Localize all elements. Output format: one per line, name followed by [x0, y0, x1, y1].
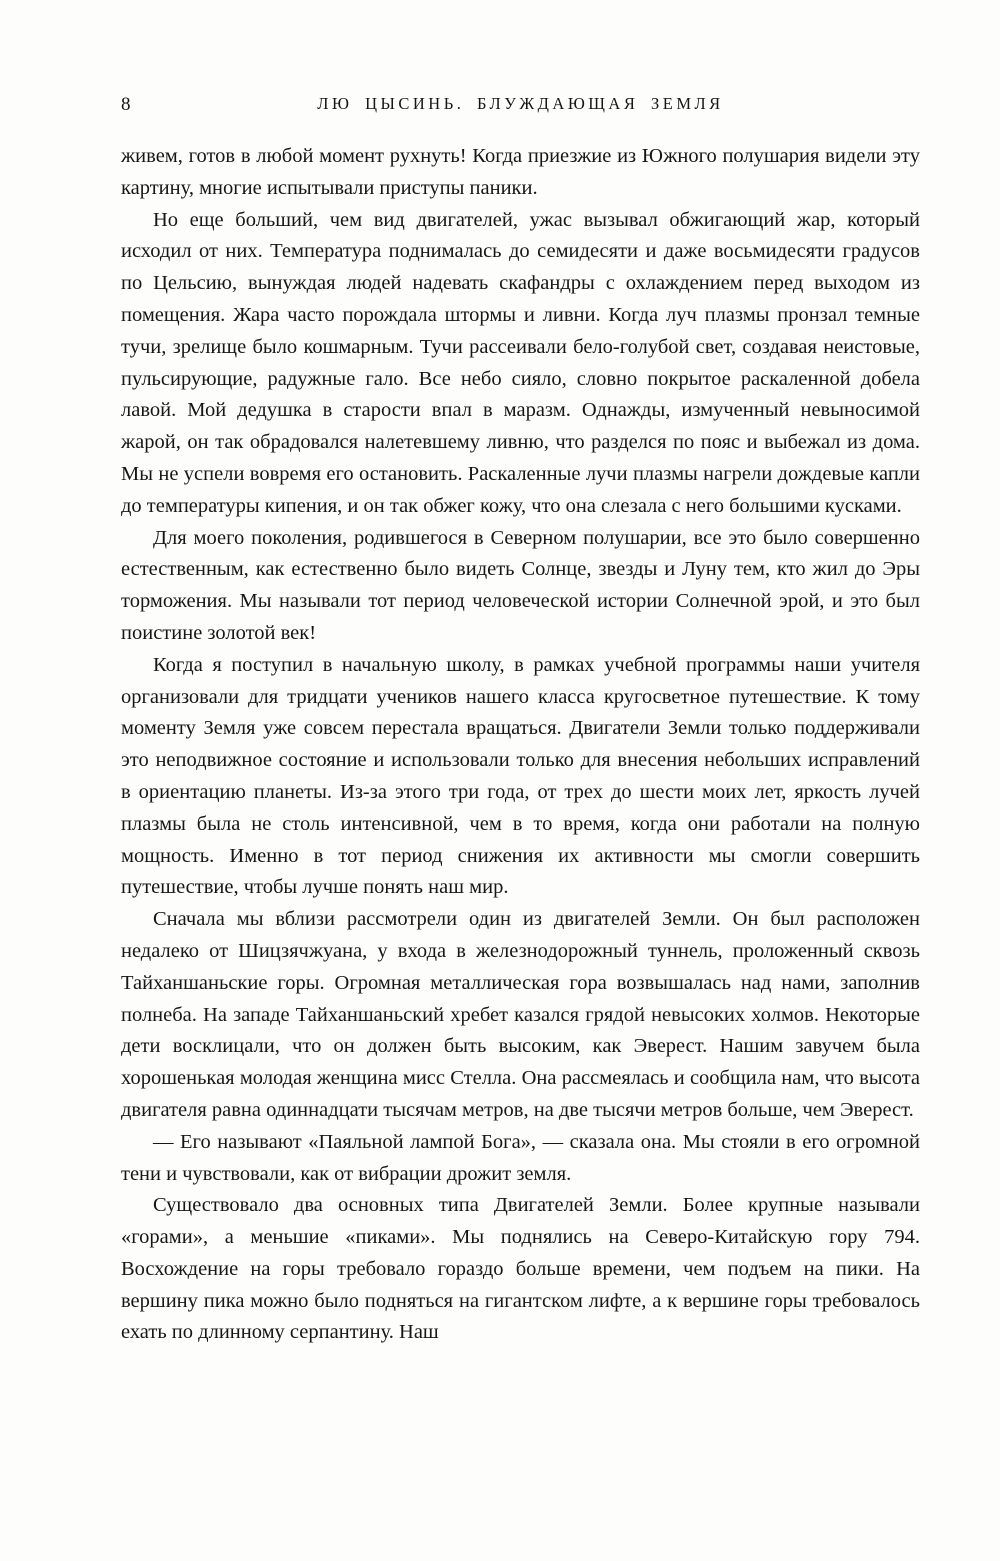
paragraph: Сначала мы вблизи рассмотрели один из двигателей Земли. Он был расположен недалеко от Шицзячжуана, у входа в железнодорожный туннель, проложенный сквозь Тайханшаньские горы. Огромная металлическая гора возвышалась над нами, заполнив полнеба. На западе Тайханшаньский хребет казался грядой невысоких холмов. Некоторые дети восклицали, что он должен быть высоким, как Эверест. Нашим завучем была хорошенькая молодая женщина мисс Стелла. Она рассмеялась и сообщила нам, что высота двигателя равна одиннадцати тысячам метров, на две тысячи метров больше, чем Эверест. [121, 908, 920, 1121]
paragraph: Существовало два основных типа Двигателей Земли. Более крупные называли «горами», а меньшие «пиками». Мы поднялись на Северо-Китайскую гору 794. Восхождение на горы требовало гораздо больше времени, чем подъем на пики. На вершину пика можно было подняться на гигантском лифте, а к вершине горы требовалось ехать по длинному серпантину. Наш [121, 1194, 920, 1344]
page-header [121, 94, 920, 118]
paragraph: Когда я поступил в начальную школу, в рамках учебной программы наши учителя организовали для тридцати учеников нашего класса кругосветное путешествие. К тому моменту Земля уже совсем перестала вращаться. Двигатели Земли только поддерживали это неподвижное состояние и использовали только для внесения небольших исправлений в ориентацию планеты. Из-за этого три года, от трех до шести моих лет, яркость лучей плазмы была не столь интенсивной, чем в то время, когда они работали на полную мощность. Именно в тот период снижения их активности мы смогли совершить путешествие, чтобы лучше понять наш мир. [121, 653, 920, 899]
paragraph: живем, готов в любой момент рухнуть! Когда приезжие из Южного полушария видели эту картину, многие испытывали приступы паники. [121, 145, 920, 199]
body-text [121, 141, 920, 1349]
running-header: ЛЮ ЦЫСИНЬ. БЛУЖДАЮЩАЯ ЗЕМЛЯ [317, 94, 724, 113]
paragraph: Для моего поколения, родившегося в Северном полушарии, все это было совершенно естественным, как естественно было видеть Солнце, звезды и Луну тем, кто жил до Эры торможения. Мы называли тот период человеческой истории Солнечной эрой, и это был поистине золотой век! [121, 526, 920, 644]
page-number: 8 [121, 94, 131, 115]
paragraph: — Его называют «Паяльной лампой Бога», — сказала она. Мы стояли в его огромной тени и чувствовали, как от вибрации дрожит земля. [121, 1130, 920, 1185]
paragraph: Но еще больший, чем вид двигателей, ужас вызывал обжигающий жар, который исходил от них. Температура поднималась до семидесяти и даже восьмидесяти градусов по Цельсию, вынуждая людей надевать скафандры с охлаждением перед выходом из помещения. Жара часто порождала штормы и ливни. Когда луч плазмы пронзал темные тучи, зрелище было кошмарным. Тучи рассеивали бело-голубой свет, создавая неистовые, пульсирующие, радужные гало. Все небо сияло, словно покрытое раскаленной добела лавой. Мой дедушка в старости впал в маразм. Однажды, измученный невыносимой жарой, он так обрадовался налетевшему ливню, что разделся по пояс и выбежал из дома. Мы не успели вовремя его остановить. Раскаленные лучи плазмы нагрели дождевые капли до температуры кипения, и он так обжег кожу, что она слезала с него большими кусками. [121, 208, 920, 517]
